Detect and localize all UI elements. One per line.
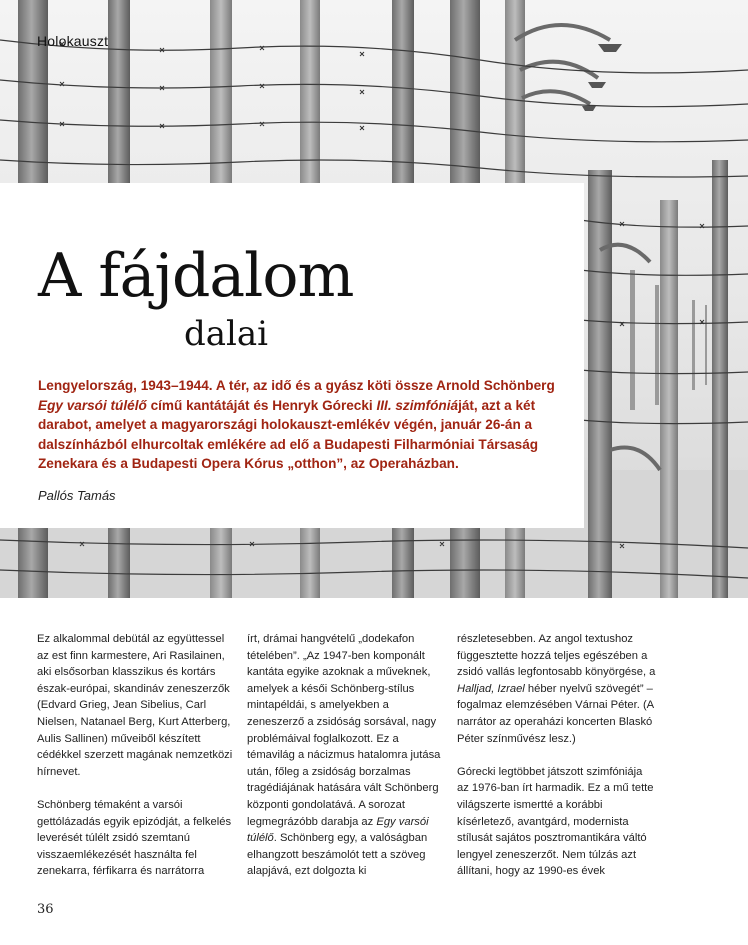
body-column-3 [457,631,657,880]
body-text: írt, drámai hangvételű „dodekafon tételében”. „Az 1947-ben komponált kantáta egyike azoknak a műveknek, amelyek a késői Schönberg-stílus mintapéldái, s amelyekben a zeneszerző a zsidóság sorsával, nagy problémáival foglalkozott. Ez a témavilág a nácizmus hatalomra jutása után, főleg a zsidóság borzalmas tragédiájának hatására vált Schönberg központi gondolatává. A sorozat legmegrázóbb darabja az [247,633,441,828]
title-panel-extension [478,478,584,528]
body-work-title: Egy varsói túlélő [247,815,429,845]
author-byline: Pallós Tamás [38,488,116,503]
section-label: Holokauszt [37,33,109,49]
body-column-1 [37,631,237,880]
body-text: . Schönberg egy, a valóságban elhangzott beszámolót tett a szöveg alapjává, ezt dolgozta ki [247,832,428,878]
body-paragraph [457,631,657,747]
body-column-2 [247,631,447,880]
body-work-title: Halljad, Izrael [457,682,525,695]
body-text: héber nyelvű szövegét” – fogalmaz elemzésében Várnai Péter. (A narrátor az operaházi koncerten Blaskó Péter színművész lesz.) [457,682,654,745]
lead-work-title: III. szimfóniá [376,397,459,413]
lead-text: ját, azt a két darabot, amelyet a magyarországi holokauszt-emlékév végén, január 26-án a dalszínházból elhurcoltak emlékére ad elő a Budapesti Filharmóniai Társaság Zenekara és a Budapesti Opera Kórus „otthon”, az Operaházban. [38,397,539,472]
article-subtitle: dalai [184,314,269,354]
lead-work-title: Egy varsói túlélő [38,397,147,413]
body-paragraph: Górecki legtöbbet játszott szimfóniája az 1976-ban írt harmadik. Ez a mű tette világszerte ismertté a korábbi kísérletező, avantgárd, modernista stílusát sajátos posztromantikára váltó lengyel zeneszerzőt. Nem túlzás azt állítani, hogy az 1990-es évek [457,765,654,878]
body-text: részletesebben. Az angol textushoz függesztette hozzá teljes egészében a zsidó vallás legfontosabb könyörgése, a [457,633,656,679]
body-paragraph [247,631,447,880]
lead-text: című kantátáját és Henryk Górecki [146,397,377,413]
article-title: A fájdalom [38,241,354,311]
lead-text: Lengyelország, 1943–1944. A tér, az idő és a gyász köti össze Arnold Schönberg [38,378,555,393]
body-paragraph: Ez alkalommal debütál az együttessel az est finn karmestere, Ari Rasilainen, aki elsősorban klasszikus és kortárs észak-európai, skandináv zeneszerzők (Edvard Grieg, Jean Sibelius, Carl Nielsen, Natanael Berg, Kurt Atterberg, Aulis Sallinen) műveiből készített cédékkel szerzett magának nemzetközi hírnevet. [37,633,233,778]
page-number: 36 [37,902,54,917]
lead-paragraph [38,376,558,474]
body-paragraph: Schönberg témaként a varsói gettólázadás egyik epizódját, a felkelés leverését túlélt zsidó szemtanú visszaemlékezését használta fel zenekarra, férfikarra és narrátorra [37,798,232,878]
title-panel [0,183,584,528]
